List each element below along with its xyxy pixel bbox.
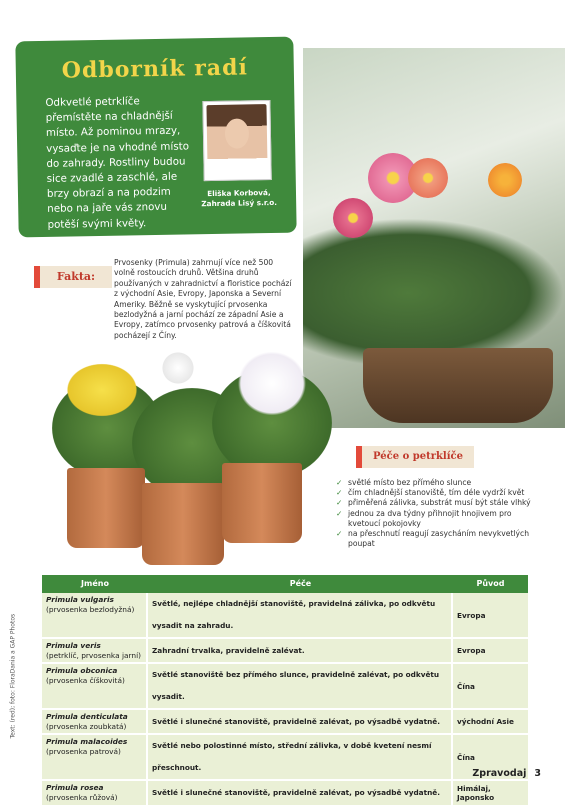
- common-name: (prvosenka bezlodyžná): [46, 604, 135, 614]
- care-item: ✓ světlé místo bez přímého slunce: [336, 478, 472, 487]
- origin-cell: východní Asie: [457, 717, 514, 727]
- origin-cell: Čína: [457, 681, 475, 691]
- care-item: ✓ jednou za dva týdny přihnojit hnojivem pro kvetoucí pokojovky: [336, 508, 512, 528]
- expert-advice-box: [18, 40, 293, 235]
- primula-table: [42, 575, 528, 807]
- page-number: 3: [534, 768, 541, 779]
- primula-pot-photo: [303, 48, 565, 428]
- expert-name-line1: Eliška Korbová,: [207, 188, 271, 199]
- table-row: [42, 781, 528, 806]
- page-footer: [472, 768, 541, 779]
- table-row: [42, 593, 528, 639]
- care-cell: Světlé stanoviště bez přímého slunce, pravidelně zalévat, po odkvětu vysadit.: [148, 664, 453, 708]
- care-cell: Světlé i slunečné stanoviště, pravidelně zalévat, po výsadbě vydatně.: [148, 710, 453, 733]
- expert-text: Odkvetlé petrklíče přemístěte na chladnější místo. Až pominou mrazy, vysaďte je na vhodné místo do zahrady. Rostliny budou sice zvadlé a zaschlé, ale brzy obrazí a na podzim nebo na jaře vás znovu potěší svými květy.: [45, 95, 190, 231]
- expert-name-line2: Zahrada Lisý s.r.o.: [201, 197, 278, 209]
- latin-name: Primula malacoides: [46, 737, 128, 747]
- table-row: [42, 710, 528, 735]
- latin-name: Primula vulgaris: [46, 595, 114, 604]
- latin-name: Primula obconica: [46, 666, 118, 676]
- check-icon: ✓: [336, 498, 343, 508]
- care-cell: Světlé nebo polostinné místo, střední zálivka, v době kvetení nesmí přeschnout.: [148, 735, 453, 779]
- table-header: [42, 575, 528, 593]
- origin-cell: Čína: [457, 752, 475, 762]
- header-name: Jméno: [81, 579, 109, 588]
- origin-cell: Evropa: [457, 646, 486, 656]
- fakta-text: Prvosenky (Primula) zahrnují více než 500 volně rostoucích druhů. Většina druhů používaných v zahradnictví a floristice pochází z východní Asie, Evropy, Japonska a Severní Ameriky. Běžně se vyskytující prvosenka bezlodyžná a jarní pochází ze západní Asie a Evropy, zatímco prvosenky patrová a číškovitá pocházejí z Číny.: [114, 258, 292, 340]
- table-row: [42, 639, 528, 664]
- care-item: ✓ na přeschnutí reagují zasycháním nevykvetlých poupat: [336, 529, 530, 549]
- common-name: (petrklíč, prvosenka jarní): [46, 650, 142, 660]
- care-list: [336, 478, 536, 549]
- header-care: Péče: [289, 579, 312, 588]
- check-icon: ✓: [336, 508, 343, 518]
- common-name: (prvosenka růžová): [46, 792, 118, 802]
- photo-credit: Text: (red); foto: FloraDania a GAP Photos: [9, 613, 17, 739]
- table-row: [42, 735, 528, 781]
- latin-name: Primula denticulata: [46, 712, 128, 722]
- care-item: ✓ přiměřená zálivka, substrát musí být stále vlhký: [336, 498, 531, 508]
- primula-pots-photo: [42, 338, 338, 568]
- table-row: [42, 664, 528, 710]
- common-name: (prvosenka číškovitá): [46, 675, 125, 685]
- expert-name: [193, 188, 285, 210]
- expert-portrait: [202, 100, 271, 181]
- common-name: (prvosenka patrová): [46, 746, 121, 756]
- expert-title: Odborník radí: [61, 54, 249, 84]
- care-label: Péče o petrklíče: [356, 446, 474, 468]
- fakta-label: Fakta:: [34, 266, 112, 288]
- latin-name: Primula rosea: [46, 783, 104, 793]
- header-origin: Původ: [476, 579, 505, 588]
- check-icon: ✓: [336, 529, 343, 539]
- care-item: ✓ čím chladnější stanoviště, tím déle vydrží květ: [336, 488, 525, 498]
- latin-name: Primula veris: [46, 641, 101, 650]
- check-icon: ✓: [336, 488, 343, 498]
- common-name: (prvosenka zoubkatá): [46, 721, 127, 731]
- care-cell: Světlé i slunečné stanoviště, pravidelně zalévat, po výsadbě vydatně.: [148, 781, 453, 804]
- origin-cell: Himálaj, Japonsko: [457, 783, 495, 802]
- origin-cell: Evropa: [457, 610, 486, 620]
- care-cell: Zahradní trvalka, pravidelně zalévat.: [148, 639, 453, 662]
- check-icon: ✓: [336, 478, 343, 487]
- care-cell: Světlé, nejlépe chladnější stanoviště, pravidelná zálivka, po odkvětu vysadit na zahradu.: [148, 593, 453, 637]
- magazine-name: Zpravodaj: [472, 768, 527, 779]
